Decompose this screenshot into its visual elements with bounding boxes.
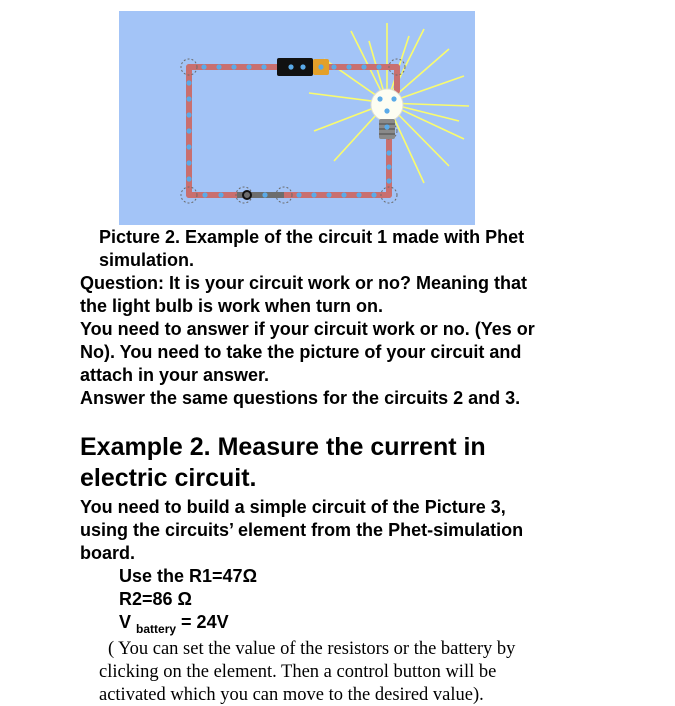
question-line-4: No). You need to take the picture of your circuit and: [80, 342, 522, 362]
note-line-1: ( You can set the value of the resistors or the battery by: [108, 639, 516, 659]
example-2-intro-line-1: You need to build a simple circuit of the Picture 3,: [80, 497, 506, 517]
voltage-subscript: battery: [136, 622, 177, 636]
question-line-1: Question: It is your circuit work or no? Meaning that: [80, 273, 528, 293]
question-line-5: attach in your answer.: [80, 365, 270, 385]
battery-voltage: [119, 611, 229, 636]
question-line-2: the light bulb is work when turn on.: [80, 296, 383, 316]
note-line-3: activated which you can move to the desired value).: [99, 685, 484, 705]
example-2-heading-line-2: electric circuit.: [80, 464, 257, 492]
example-2-intro-line-2: using the circuits’ element from the Phet-simulation: [80, 520, 524, 540]
picture-caption-line-2: simulation.: [99, 250, 195, 270]
battery-icon: [277, 58, 329, 76]
voltage-value: = 24V: [176, 612, 229, 632]
example-2-heading-line-1: Example 2. Measure the current in: [80, 433, 486, 461]
circuit-picture: [119, 11, 475, 225]
example-2-intro-line-3: board.: [80, 543, 136, 563]
switch-icon: [237, 191, 284, 199]
note-line-2: clicking on the element. Then a control button will be: [99, 662, 497, 682]
question-line-3: You need to answer if your circuit work or no. (Yes or: [80, 319, 535, 339]
r2-value: R2=86 Ω: [119, 589, 192, 609]
voltage-symbol: V: [119, 612, 132, 632]
question-line-6: Answer the same questions for the circuits 2 and 3.: [80, 388, 521, 408]
r1-value: Use the R1=47Ω: [119, 566, 257, 586]
picture-caption-line-1: Picture 2. Example of the circuit 1 made with Phet: [99, 227, 525, 247]
